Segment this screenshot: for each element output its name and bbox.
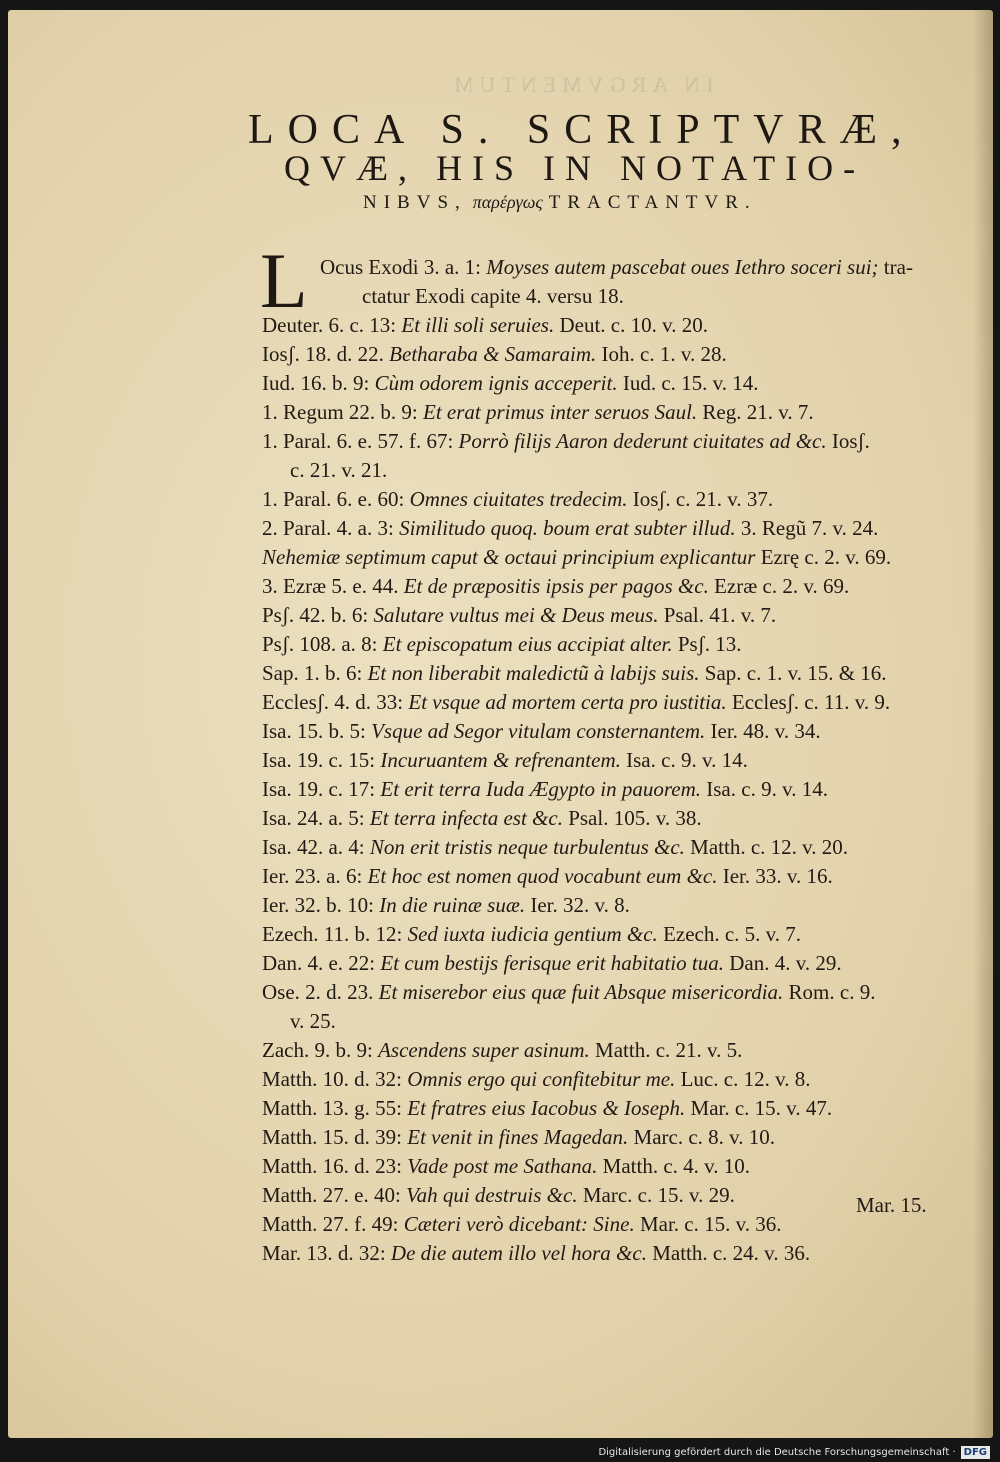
- entry-quotation: Et venit in fines Magedan.: [407, 1125, 629, 1149]
- entry-quotation: Cæteri verò dicebant: Sine.: [403, 1212, 635, 1236]
- scripture-entry: [262, 1210, 952, 1239]
- entry-quotation: Et terra infecta est &c.: [369, 806, 563, 830]
- entry-reference: Matth. 13. g. 55:: [262, 1096, 402, 1120]
- entry-cross-reference: Psal. 105. v. 38.: [568, 806, 702, 830]
- scripture-entry: [262, 717, 952, 746]
- entry-reference: Matth. 16. d. 23:: [262, 1154, 402, 1178]
- title-line-3: [363, 192, 757, 214]
- entry-quotation: Et illi soli seruies.: [401, 313, 555, 337]
- entry-quotation: Et cum bestijs ferisque erit habitatio tua.: [380, 951, 724, 975]
- title-line-1: LOCA S. SCRIPTVRÆ,: [248, 107, 916, 153]
- entry-quotation: Et non liberabit maledictũ à labijs suis.: [367, 661, 700, 685]
- scripture-entry: [262, 746, 952, 775]
- entry-reference: 3. Ezræ 5. e. 44.: [262, 574, 399, 598]
- entry-reference: Mar. 13. d. 32:: [262, 1241, 386, 1265]
- scripture-entry: [262, 978, 952, 1036]
- scripture-entry: [262, 862, 952, 891]
- scripture-entry: [262, 543, 952, 572]
- entry-quotation: Incuruantem & refrenantem.: [380, 748, 621, 772]
- entry-quotation: De die autem illo vel hora &c.: [390, 1241, 647, 1265]
- entry-cross-reference: Psʃ. 13.: [677, 632, 742, 656]
- scripture-entry: [262, 891, 952, 920]
- entry-quotation: Nehemiæ septimum caput & octaui principium explicantur: [262, 545, 756, 569]
- entry-reference: Isa. 19. c. 15:: [262, 748, 376, 772]
- scripture-entry: [262, 1152, 952, 1181]
- entry-quotation: Similitudo quoq. boum erat subter illud.: [399, 516, 736, 540]
- entry-cross-reference: Ecclesʃ. c. 11. v. 9.: [731, 690, 891, 714]
- entry-reference: Matth. 15. d. 39:: [262, 1125, 402, 1149]
- entry-cross-reference: 3. Regũ 7. v. 24.: [740, 516, 879, 540]
- entry-reference: Deuter. 6. c. 13:: [262, 313, 397, 337]
- entry-quotation: Vade post me Sathana.: [407, 1154, 598, 1178]
- entry-quotation: Moyses autem pascebat oues Iethro soceri sui;: [486, 255, 879, 279]
- title-line-2: QVÆ, HIS IN NOTATIO-: [284, 148, 866, 188]
- scripture-entry: [262, 920, 952, 949]
- scripture-entry: [262, 253, 952, 311]
- entry-reference: Ier. 23. a. 6:: [262, 864, 363, 888]
- scripture-entry: [262, 688, 952, 717]
- entry-reference: Iosʃ. 18. d. 22.: [262, 342, 384, 366]
- scripture-entry: [262, 1094, 952, 1123]
- entry-reference: Isa. 42. a. 4:: [262, 835, 365, 859]
- entry-cross-reference: Marc. c. 8. v. 10.: [633, 1125, 776, 1149]
- entry-cross-reference: Ezrę c. 2. v. 69.: [760, 545, 892, 569]
- entry-cross-reference: Matth. c. 24. v. 36.: [652, 1241, 811, 1265]
- entry-cross-reference: Ioh. c. 1. v. 28.: [601, 342, 727, 366]
- entry-cross-reference: Mar. c. 15. v. 36.: [639, 1212, 782, 1236]
- entry-quotation: Omnes ciuitates tredecim.: [409, 487, 628, 511]
- scripture-entry: [262, 1123, 952, 1152]
- entry-quotation: Non erit tristis neque turbulentus &c.: [369, 835, 685, 859]
- title-line-3-start: NIBVS,: [363, 192, 467, 213]
- scripture-entry: [262, 833, 952, 862]
- entry-cross-reference: Matth. c. 21. v. 5.: [595, 1038, 743, 1062]
- entry-reference: Isa. 15. b. 5:: [262, 719, 366, 743]
- entry-continuation: ctatur Exodi capite 4. versu 18.: [362, 284, 624, 308]
- entry-cross-reference: Luc. c. 12. v. 8.: [680, 1067, 811, 1091]
- entry-cross-reference: Ier. 33. v. 16.: [722, 864, 833, 888]
- entry-cross-reference: Iosʃ.: [831, 429, 870, 453]
- entry-quotation: Sed iuxta iudicia gentium &c.: [407, 922, 658, 946]
- entry-quotation: Salutare vultus mei & Deus meus.: [373, 603, 659, 627]
- entry-reference: Dan. 4. e. 22:: [262, 951, 376, 975]
- scripture-entry: [262, 804, 952, 833]
- entry-reference: Matth. 27. e. 40:: [262, 1183, 401, 1207]
- entry-cross-reference: Ezech. c. 5. v. 7.: [663, 922, 802, 946]
- entry-reference: Sap. 1. b. 6:: [262, 661, 363, 685]
- scripture-entry: [262, 311, 952, 340]
- entry-quotation: Vah qui destruis &c.: [406, 1183, 578, 1207]
- scripture-entry: [262, 1065, 952, 1094]
- entry-cross-reference: Ier. 32. v. 8.: [530, 893, 630, 917]
- dfg-logo: DFG: [961, 1446, 990, 1459]
- scripture-entry: [262, 1239, 952, 1268]
- title-greek-word: παρέργως: [472, 192, 543, 212]
- entry-reference: Ecclesʃ. 4. d. 33:: [262, 690, 404, 714]
- entry-reference: Ezech. 11. b. 12:: [262, 922, 403, 946]
- entry-reference: Ocus Exodi 3. a. 1:: [320, 255, 481, 279]
- entry-cross-reference: Ier. 48. v. 34.: [710, 719, 821, 743]
- scripture-entry: [262, 572, 952, 601]
- entry-cross-reference: Isa. c. 9. v. 14.: [626, 748, 748, 772]
- digitization-footer: [598, 1444, 990, 1460]
- entry-quotation: Omnis ergo qui confitebitur me.: [407, 1067, 676, 1091]
- entry-quotation: Porrò filijs Aaron dederunt ciuitates ad &c.: [458, 429, 827, 453]
- entry-cross-reference: Sap. c. 1. v. 15. & 16.: [704, 661, 887, 685]
- scripture-entry: [262, 369, 952, 398]
- entry-quotation: Vsque ad Segor vitulam consternantem.: [371, 719, 706, 743]
- scripture-entry: [262, 630, 952, 659]
- scripture-entry: [262, 949, 952, 978]
- catchword: Mar. 15.: [856, 1193, 927, 1217]
- scripture-entry: [262, 340, 952, 369]
- entry-cross-reference: tra-: [883, 255, 913, 279]
- entry-reference: Isa. 19. c. 17:: [262, 777, 376, 801]
- entry-reference: Ose. 2. d. 23.: [262, 980, 374, 1004]
- entry-reference: 1. Paral. 6. e. 60:: [262, 487, 405, 511]
- entry-reference: 1. Regum 22. b. 9:: [262, 400, 418, 424]
- bleed-through-running-head: IN ARGVMENTUM: [448, 72, 714, 97]
- entry-quotation: In die ruinæ suæ.: [379, 893, 526, 917]
- entry-cross-reference: Matth. c. 12. v. 20.: [690, 835, 849, 859]
- scripture-entry: [262, 601, 952, 630]
- entry-quotation: Et erit terra Iuda Ægypto in pauorem.: [380, 777, 702, 801]
- scripture-entry: [262, 427, 952, 485]
- scripture-entry: [262, 775, 952, 804]
- entry-quotation: Cùm odorem ignis acceperit.: [374, 371, 618, 395]
- entry-reference: 1. Paral. 6. e. 57. f. 67:: [262, 429, 454, 453]
- entry-cross-reference: Rom. c. 9.: [788, 980, 876, 1004]
- scripture-entry: [262, 1181, 952, 1210]
- entry-quotation: Ascendens super asinum.: [378, 1038, 590, 1062]
- page-edge-shadow: [973, 10, 993, 1438]
- funding-credit: Digitalisierung gefördert durch die Deutsche Forschungsgemeinschaft ·: [598, 1446, 956, 1458]
- entry-reference: Matth. 10. d. 32:: [262, 1067, 402, 1091]
- entry-quotation: Et fratres eius Iacobus & Ioseph.: [407, 1096, 686, 1120]
- title-line-3-end: TRACTANTVR.: [548, 192, 757, 213]
- entry-reference: Zach. 9. b. 9:: [262, 1038, 373, 1062]
- entry-reference: Psʃ. 42. b. 6:: [262, 603, 369, 627]
- entry-cross-reference: Reg. 21. v. 7.: [702, 400, 814, 424]
- scripture-entry: [262, 398, 952, 427]
- entry-reference: Iud. 16. b. 9:: [262, 371, 370, 395]
- entry-reference: Ier. 32. b. 10:: [262, 893, 374, 917]
- scripture-entry: [262, 514, 952, 543]
- entry-cross-reference: Matth. c. 4. v. 10.: [602, 1154, 751, 1178]
- entry-quotation: Et de præpositis ipsis per pagos &c.: [403, 574, 709, 598]
- entry-cross-reference: Isa. c. 9. v. 14.: [706, 777, 828, 801]
- entry-quotation: Et episcopatum eius accipiat alter.: [382, 632, 673, 656]
- entry-cross-reference: Mar. c. 15. v. 47.: [690, 1096, 833, 1120]
- entry-continuation: c. 21. v. 21.: [290, 458, 388, 482]
- scripture-entry: [262, 1036, 952, 1065]
- book-page: [8, 10, 993, 1438]
- entry-cross-reference: Deut. c. 10. v. 20.: [559, 313, 709, 337]
- entry-cross-reference: Dan. 4. v. 29.: [729, 951, 842, 975]
- entry-cross-reference: Iosʃ. c. 21. v. 37.: [632, 487, 774, 511]
- entry-quotation: Et vsque ad mortem certa pro iustitia.: [408, 690, 727, 714]
- entry-reference: Isa. 24. a. 5:: [262, 806, 365, 830]
- entry-cross-reference: Psal. 41. v. 7.: [663, 603, 777, 627]
- entry-quotation: Betharaba & Samaraim.: [389, 342, 597, 366]
- entry-quotation: Et hoc est nomen quod vocabunt eum &c.: [367, 864, 718, 888]
- entry-cross-reference: Ezræ c. 2. v. 69.: [714, 574, 850, 598]
- entry-continuation: v. 25.: [290, 1009, 336, 1033]
- entry-cross-reference: Marc. c. 15. v. 29.: [582, 1183, 735, 1207]
- entry-reference: Psʃ. 108. a. 8:: [262, 632, 378, 656]
- scripture-entry: [262, 659, 952, 688]
- scripture-entry-list: [262, 253, 952, 1268]
- drop-cap-initial: L: [260, 237, 308, 324]
- entry-reference: 2. Paral. 4. a. 3:: [262, 516, 394, 540]
- scripture-entry: [262, 485, 952, 514]
- entry-quotation: Et miserebor eius quæ fuit Absque misericordia.: [378, 980, 784, 1004]
- entry-reference: Matth. 27. f. 49:: [262, 1212, 399, 1236]
- entry-cross-reference: Iud. c. 15. v. 14.: [622, 371, 759, 395]
- entry-quotation: Et erat primus inter seruos Saul.: [423, 400, 698, 424]
